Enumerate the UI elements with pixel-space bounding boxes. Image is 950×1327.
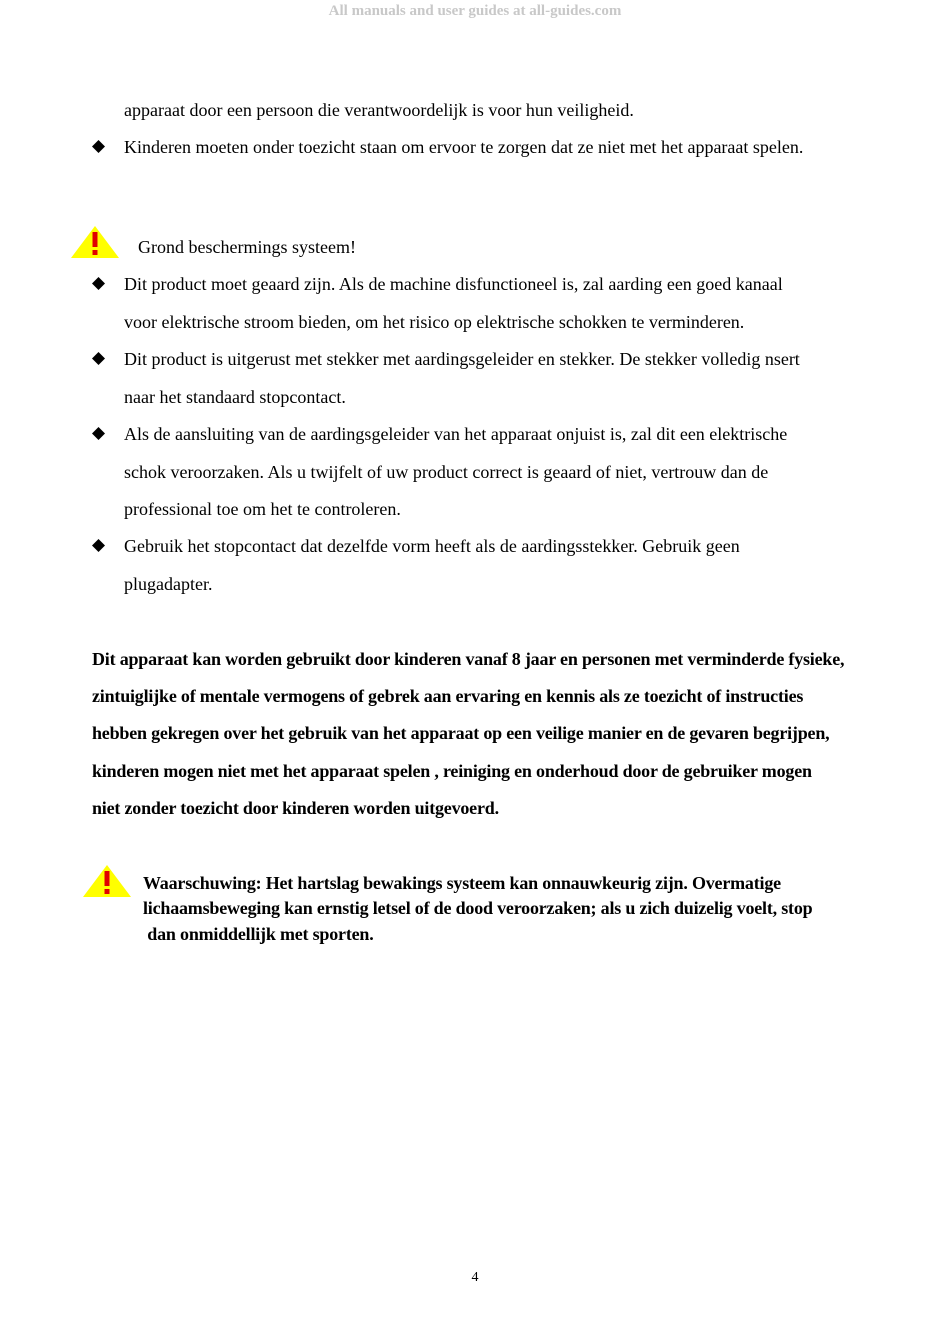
grounding-item-4-line-2: plugadapter.: [124, 574, 213, 594]
warning-line-2: lichaamsbeweging kan ernstig letsel of de dood veroorzaken; als u zich duizelig voelt, stop: [143, 898, 813, 918]
grounding-item-3-line-3: professional toe om het te controleren.: [124, 499, 401, 519]
children-notice-line-5: niet zonder toezicht door kinderen worden uitgevoerd.: [92, 798, 499, 818]
grounding-item-1-line-1: Dit product moet geaard zijn. Als de machine disfunctioneel is, zal aarding een goed kanaal: [124, 274, 783, 294]
children-notice-line-2: zintuiglijke of mentale vermogens of gebrek aan ervaring en kennis als ze toezicht of instructies: [92, 686, 804, 706]
intro-line: apparaat door een persoon die verantwoordelijk is voor hun veiligheid.: [124, 100, 634, 120]
grounding-item-2-line-1: Dit product is uitgerust met stekker met aardingsgeleider en stekker. De stekker volledig nsert: [124, 349, 800, 369]
warning-line-1: Waarschuwing: Het hartslag bewakings systeem kan onnauwkeurig zijn. Overmatige: [143, 873, 781, 893]
diamond-bullet-icon: [92, 140, 105, 153]
grounding-item-1-line-2: voor elektrische stroom bieden, om het risico op elektrische schokken te verminderen.: [124, 312, 745, 332]
children-notice-line-3: hebben gekregen over het gebruik van het apparaat op een veilige manier en de gevaren begrijpen,: [92, 723, 830, 743]
page-number: 4: [471, 1270, 479, 1285]
grounding-item-2-line-2: naar het standaard stopcontact.: [124, 387, 346, 407]
diamond-bullet-icon: [92, 277, 105, 290]
watermark: All manuals and user guides at all-guides.com: [328, 3, 622, 19]
children-notice-line-1: Dit apparaat kan worden gebruikt door kinderen vanaf 8 jaar en personen met verminderde fysieke,: [92, 649, 845, 669]
diamond-bullet-icon: [92, 539, 105, 552]
warning-triangle-icon: [82, 864, 132, 898]
children-notice-line-4: kinderen mogen niet met het apparaat spelen , reiniging en onderhoud door de gebruiker mogen: [92, 761, 812, 781]
grounding-heading: Grond beschermings systeem!: [138, 237, 356, 257]
diamond-bullet-icon: [92, 427, 105, 440]
grounding-item-3-line-1: Als de aansluiting van de aardingsgeleider van het apparaat onjuist is, zal dit een elektrische: [124, 424, 788, 444]
intro-bullet-text: Kinderen moeten onder toezicht staan om ervoor te zorgen dat ze niet met het apparaat spelen.: [124, 137, 804, 157]
grounding-item-3-line-2: schok veroorzaken. Als u twijfelt of uw product correct is geaard of niet, vertrouw dan de: [124, 462, 769, 482]
warning-triangle-icon: [70, 225, 120, 259]
grounding-item-4-line-1: Gebruik het stopcontact dat dezelfde vorm heeft als de aardingsstekker. Gebruik geen: [124, 536, 740, 556]
diamond-bullet-icon: [92, 352, 105, 365]
warning-line-3: dan onmiddellijk met sporten.: [143, 924, 374, 944]
